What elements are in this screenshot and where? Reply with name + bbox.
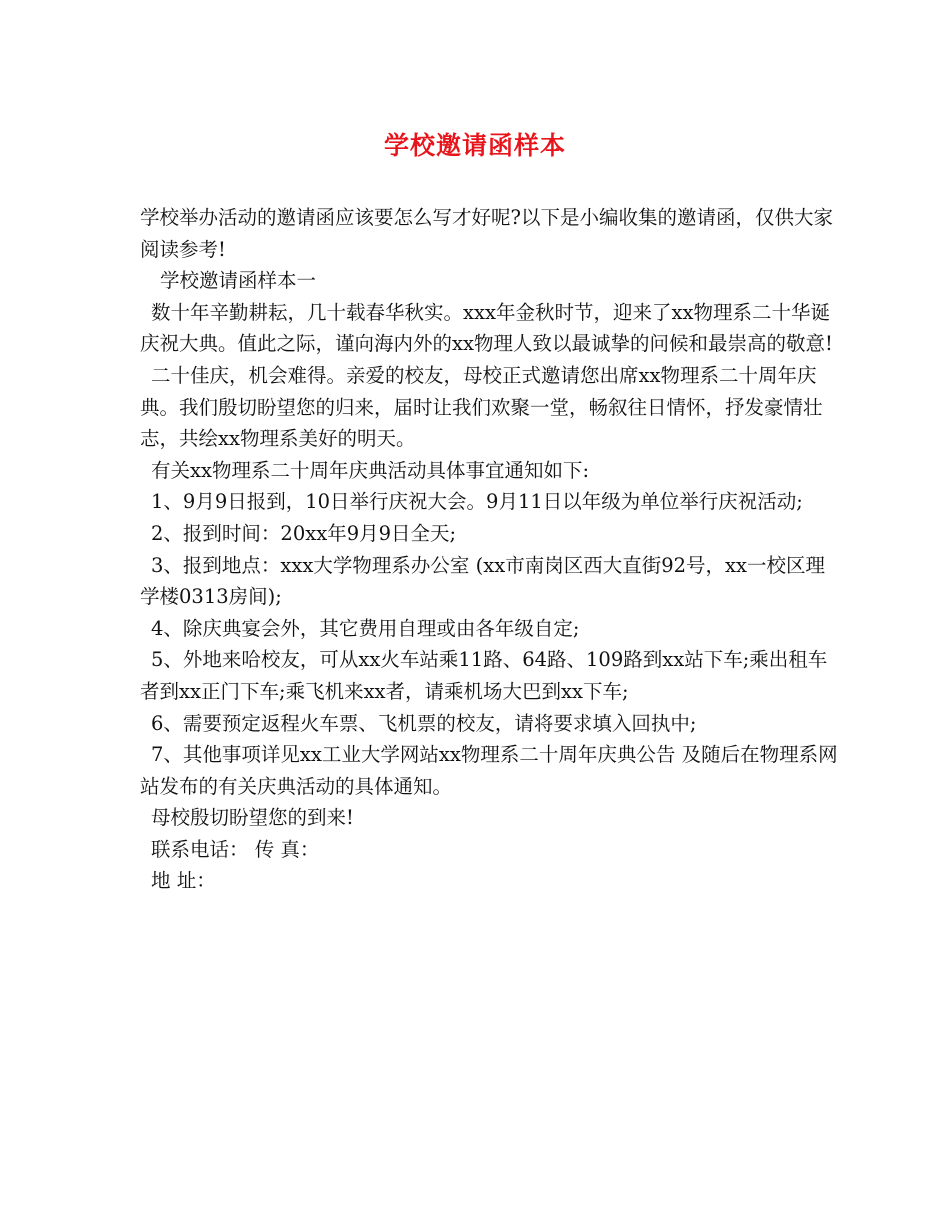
body-paragraph: 数十年辛勤耕耘，几十载春华秋实。xxx年金秋时节，迎来了xx物理系二十华诞庆祝大典。值此之际，谨向海内外的xx物理人致以最诚挚的问候和最崇高的敬意! — [140, 300, 833, 356]
body-paragraph: 二十佳庆，机会难得。亲爱的校友，母校正式邀请您出席xx物理系二十周年庆典。我们殷切盼望您的归来，届时让我们欢聚一堂，畅叙往日情怀，抒发豪情壮志，共绘xx物理系美好的明天。 — [140, 363, 823, 451]
address-line: 地 址： — [151, 869, 216, 893]
section-heading: 学校邀请函样本一 — [160, 269, 317, 293]
contact-line: 联系电话： 传 真： — [151, 837, 320, 861]
list-item: 3、报到地点：xxx大学物理系办公室 (xx市南岗区西大直街92号，xx一校区理学楼0313房间); — [140, 553, 826, 609]
document-body — [140, 202, 840, 897]
list-item: 7、其他事项详见xx工业大学网站xx物理系二十周年庆典公告 及随后在物理系网站发布的有关庆典活动的具体通知。 — [140, 743, 838, 798]
intro-paragraph: 学校举办活动的邀请函应该要怎么写才好呢?以下是小编收集的邀请函，仅供大家阅读参考! — [140, 206, 833, 261]
document-title: 学校邀请函样本 — [383, 131, 566, 160]
list-item: 2、报到时间：20xx年9月9日全天; — [151, 521, 457, 545]
list-item: 6、需要预定返程火车票、飞机票的校友，请将要求填入回执中; — [151, 711, 697, 735]
list-item: 1、9月9日报到，10日举行庆祝大会。9月11日以年级为单位举行庆祝活动; — [151, 490, 803, 514]
body-paragraph: 有关xx物理系二十周年庆典活动具体事宜通知如下: — [151, 458, 590, 482]
list-item: 4、除庆典宴会外，其它费用自理或由各年级自定; — [151, 616, 580, 640]
list-item: 5、外地来哈校友，可从xx火车站乘11路、64路、109路到xx站下车;乘出租车者到xx正门下车;乘飞机来xx者，请乘机场大巴到xx下车; — [140, 648, 828, 703]
closing-line: 母校殷切盼望您的到来! — [151, 806, 354, 830]
